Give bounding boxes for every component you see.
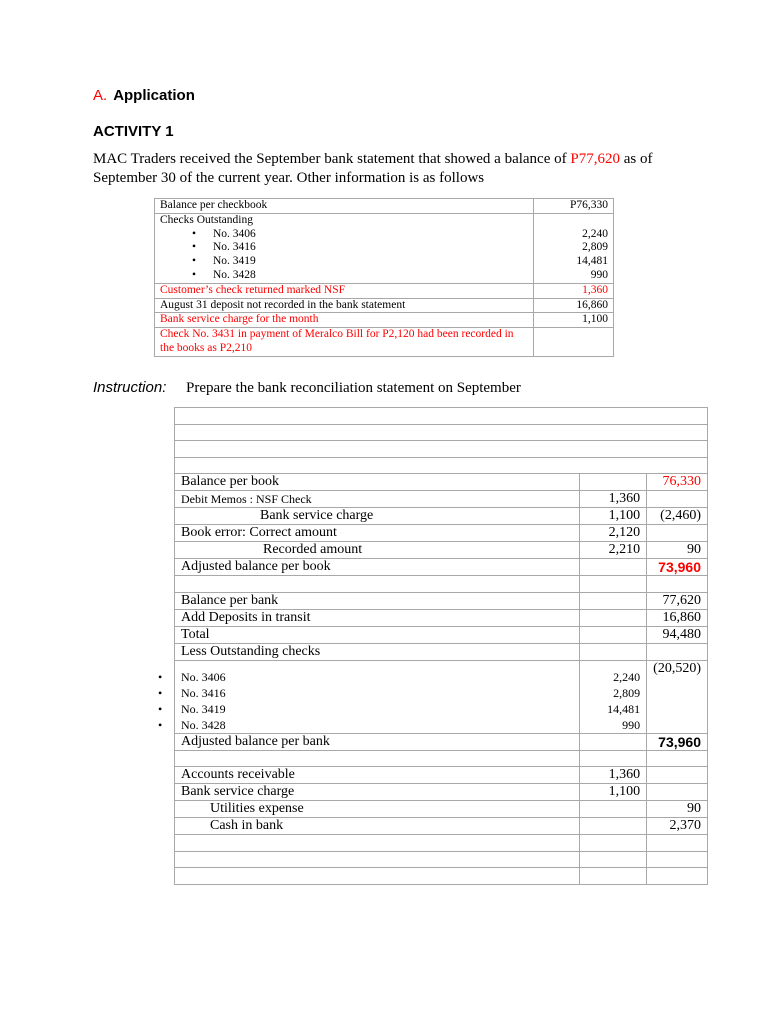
nsf-value: 1,360 <box>580 491 647 508</box>
instruction-label: Instruction: <box>93 379 167 396</box>
debit-memos-label: Debit Memos : NSF Check <box>175 491 580 508</box>
info-balance-label: Balance per checkbook <box>155 199 534 214</box>
table-row <box>175 441 708 458</box>
section-letter: A. <box>93 87 108 104</box>
adjusted-book-label: Adjusted balance per book <box>175 559 580 576</box>
table-row <box>175 733 708 750</box>
table-row <box>175 408 708 425</box>
info-balance-value: P76,330 <box>534 199 614 214</box>
cash-value: 2,370 <box>647 818 708 835</box>
bank-service-value: 1,100 <box>580 508 647 525</box>
balance-per-book-label: Balance per book <box>175 474 580 491</box>
add-deposits-label: Add Deposits in transit <box>175 609 580 626</box>
table-row <box>175 660 708 733</box>
balance-per-book-value: 76,330 <box>647 474 708 491</box>
info-nsf-value: 1,360 <box>534 283 614 298</box>
info-deposit-label: August 31 deposit not recorded in the bank statement <box>155 298 534 313</box>
table-row <box>175 525 708 542</box>
table-row <box>175 457 708 474</box>
table-row <box>175 474 708 491</box>
check-amt: 2,809 <box>613 685 641 700</box>
info-nsf-label: Customer’s check returned marked NSF <box>155 283 534 298</box>
accounts-receivable-label: Accounts receivable <box>175 767 580 784</box>
check-amt: 2,240 <box>613 669 641 684</box>
check-no: • No. 3419 <box>181 702 226 716</box>
adjusted-bank-value: 73,960 <box>647 733 708 750</box>
info-check-amt: 2,240 <box>582 227 608 240</box>
table-row <box>175 424 708 441</box>
table-row <box>175 576 708 593</box>
check-no: • No. 3428 <box>181 718 226 732</box>
info-empty-cell <box>534 328 614 357</box>
table-row <box>175 643 708 660</box>
table-row <box>175 801 708 818</box>
correct-amount: 2,120 <box>580 525 647 542</box>
intro-after: as of September 30 of the current year. Other information is as follows <box>93 151 653 186</box>
info-check-amt: 2,809 <box>582 241 608 254</box>
table-row <box>155 213 614 283</box>
info-check-error-label: Check No. 3431 in payment of Meralco Bill for P2,120 had been recorded in the books as P2,210 <box>155 328 534 357</box>
table-row <box>155 199 614 214</box>
table-row <box>175 508 708 525</box>
info-check-no: • No. 3416 <box>160 241 528 255</box>
intro-amount: P77,620 <box>570 151 620 167</box>
info-table <box>154 198 614 357</box>
info-deposit-value: 16,860 <box>534 298 614 313</box>
activity-title: ACTIVITY 1 <box>93 123 174 140</box>
reconciliation-table <box>174 407 708 885</box>
table-row <box>155 283 614 298</box>
check-no: • No. 3416 <box>181 686 226 700</box>
total-label: Total <box>175 626 580 643</box>
info-check-no: • No. 3428 <box>160 269 528 283</box>
utilities-expense-label: Utilities expense <box>175 801 580 818</box>
table-row <box>175 851 708 868</box>
info-check-no: • No. 3419 <box>160 255 528 269</box>
outstanding-checks-amounts <box>580 660 647 733</box>
table-row <box>175 609 708 626</box>
adjusted-book-value: 73,960 <box>647 559 708 576</box>
total-value: 94,480 <box>647 626 708 643</box>
table-row <box>155 313 614 328</box>
table-row <box>175 626 708 643</box>
table-row <box>155 298 614 313</box>
table-row <box>175 542 708 559</box>
section-heading <box>93 87 195 104</box>
bank-service-charge-2-label: Bank service charge <box>175 784 580 801</box>
outstanding-total: (20,520) <box>647 660 708 733</box>
book-error-label: Book error: Correct amount <box>175 525 580 542</box>
table-row <box>175 784 708 801</box>
table-row <box>175 750 708 767</box>
info-check-no: • No. 3406 <box>160 228 528 242</box>
table-row <box>175 835 708 852</box>
bank-service-charge-label: Bank service charge <box>175 508 580 525</box>
ar-value: 1,360 <box>580 767 647 784</box>
table-row <box>155 328 614 357</box>
adjusted-bank-label: Adjusted balance per bank <box>175 733 580 750</box>
info-check-amt: 990 <box>590 268 608 281</box>
recorded-amount: 2,210 <box>580 542 647 559</box>
info-check-amt: 14,481 <box>576 255 608 268</box>
section-title: Application <box>113 87 195 104</box>
info-checks-label: Checks Outstanding <box>160 213 253 226</box>
recorded-amount-label: Recorded amount <box>175 542 580 559</box>
table-row <box>175 767 708 784</box>
error-diff: 90 <box>647 542 708 559</box>
info-checks-cell <box>155 213 534 283</box>
check-amt: 990 <box>622 717 641 732</box>
table-row <box>175 868 708 885</box>
add-deposits-value: 16,860 <box>647 609 708 626</box>
check-no: • No. 3406 <box>181 670 226 684</box>
outstanding-checks-list <box>175 660 580 733</box>
less-outstanding-label: Less Outstanding checks <box>175 643 580 660</box>
table-row <box>175 818 708 835</box>
debit-total: (2,460) <box>647 508 708 525</box>
balance-per-bank-label: Balance per bank <box>175 592 580 609</box>
info-service-value: 1,100 <box>534 313 614 328</box>
cash-in-bank-label: Cash in bank <box>175 818 580 835</box>
instruction <box>93 379 521 397</box>
table-row <box>175 592 708 609</box>
bsc-value: 1,100 <box>580 784 647 801</box>
intro-before: MAC Traders received the September bank statement that showed a balance of <box>93 151 571 167</box>
balance-per-bank-value: 77,620 <box>647 592 708 609</box>
info-checks-amounts <box>534 213 614 283</box>
info-service-label: Bank service charge for the month <box>155 313 534 328</box>
table-row <box>175 491 708 508</box>
utilities-value: 90 <box>647 801 708 818</box>
instruction-text: Prepare the bank reconciliation statement on September <box>186 380 521 396</box>
intro-paragraph <box>93 150 693 188</box>
check-amt: 14,481 <box>607 701 641 716</box>
table-row <box>175 559 708 576</box>
